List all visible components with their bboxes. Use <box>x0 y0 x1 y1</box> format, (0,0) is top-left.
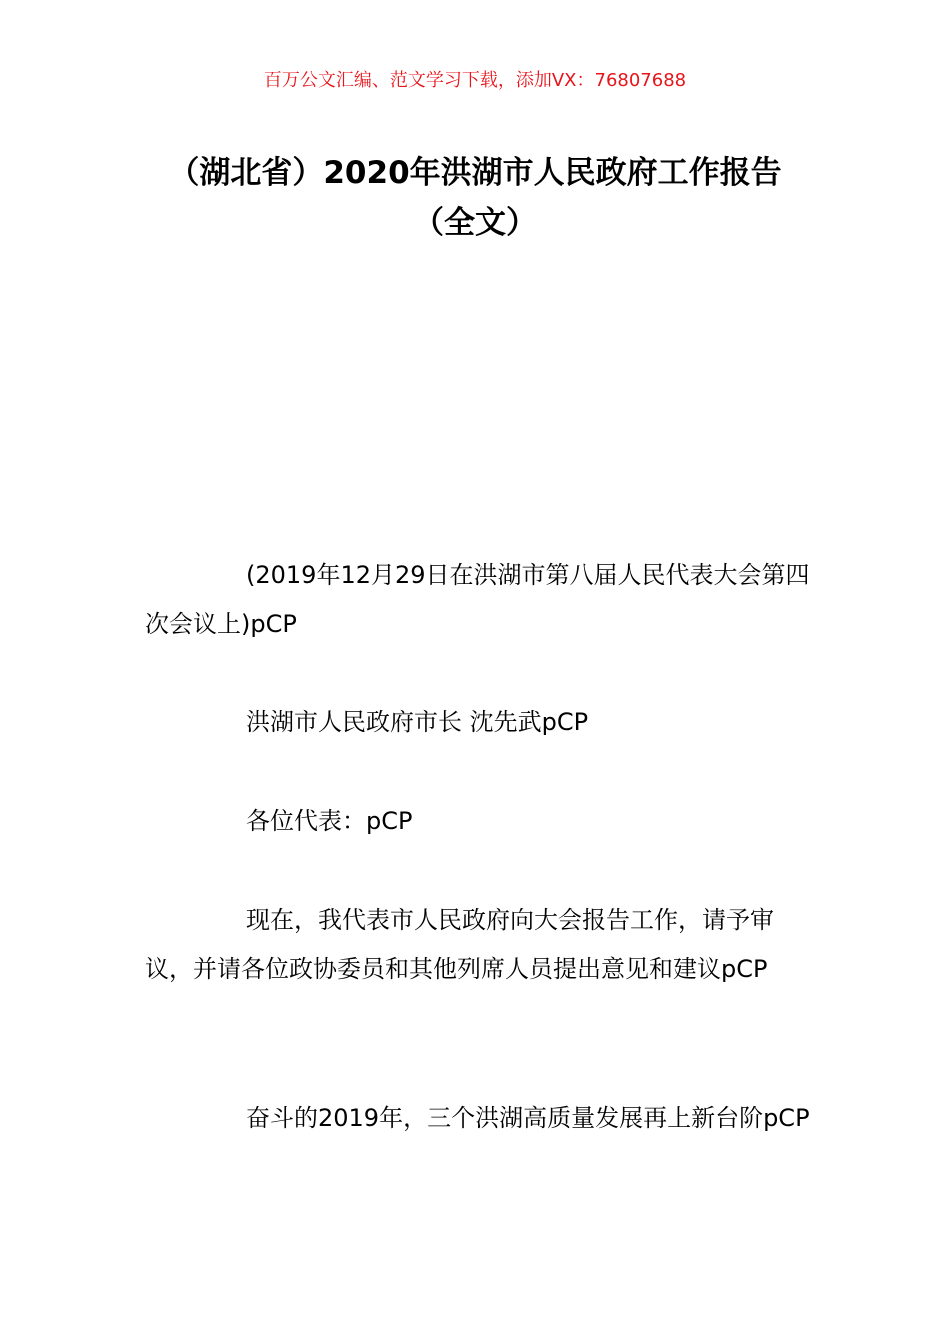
document-title: （湖北省）2020年洪湖市人民政府工作报告（全文） <box>168 155 782 241</box>
paragraph-salutation: 各位代表：pCP <box>246 807 413 835</box>
paragraph-speaker: 洪湖市人民政府市长 沈先武pCP <box>246 708 589 736</box>
paragraph-meeting-info: (2019年12月29日在洪湖市第八届人民代表大会第四次会议上)pCP <box>145 561 810 638</box>
paragraph-2019-summary: 奋斗的2019年，三个洪湖高质量发展再上新台阶pCP <box>246 1104 810 1132</box>
paragraph-opening: 现在，我代表市人民政府向大会报告工作，请予审议，并请各位政协委员和其他列席人员提出意见和建议pCP <box>145 906 774 983</box>
header-note: 百万公文汇编、范文学习下载，添加VX：76807688 <box>263 70 687 91</box>
